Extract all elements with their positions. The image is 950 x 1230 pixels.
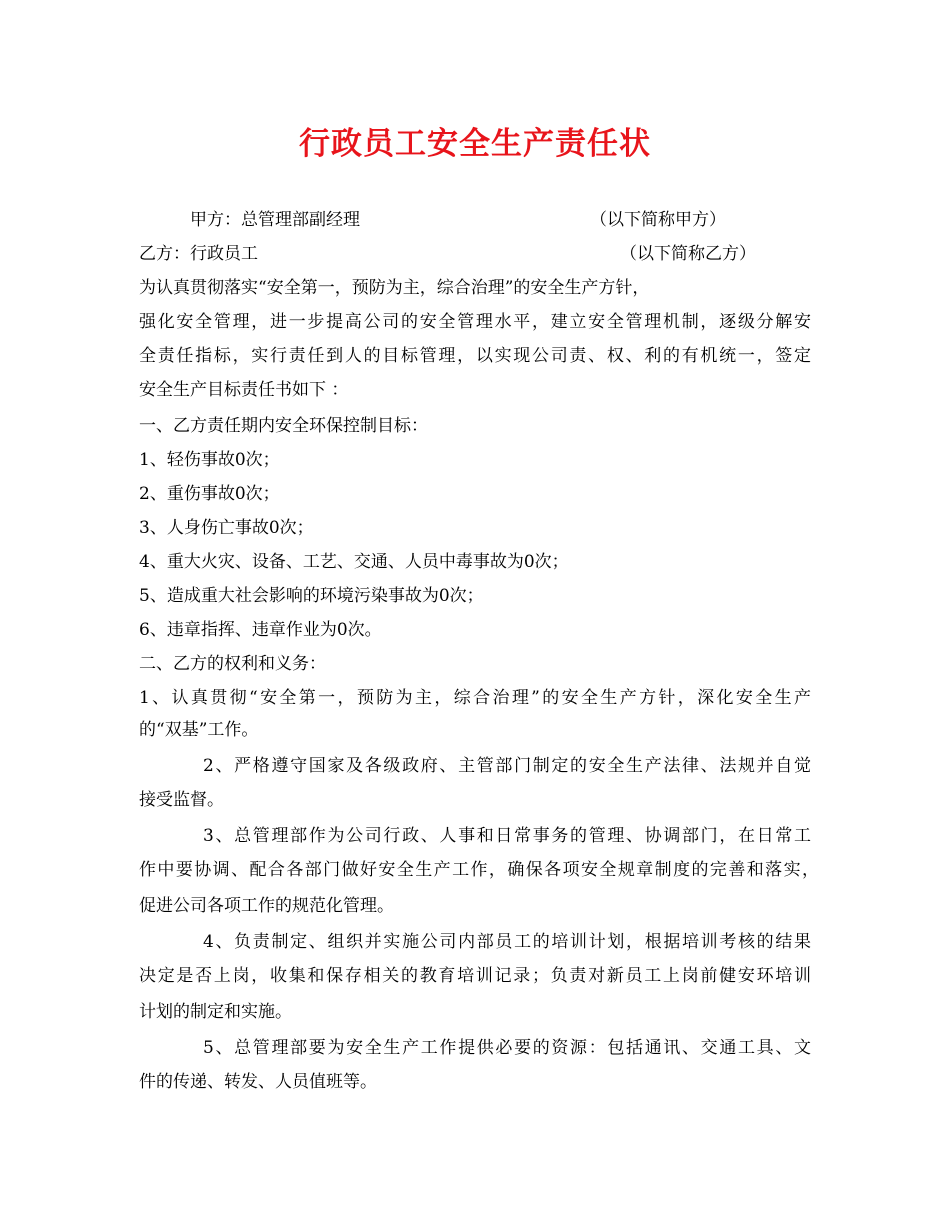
- section1-heading: 一、乙方责任期内安全环保控制目标：: [139, 416, 428, 436]
- intro-line: 为认真贯彻落实“安全第一，预防为主，综合治理”的安全生产方针，: [139, 278, 650, 298]
- section2-line: 决定是否上岗，收集和保存相关的教育培训记录；负责对新员工上岗前健安环培训: [139, 966, 811, 986]
- section2-line: 促进公司各项工作的规范化管理。: [139, 896, 394, 916]
- section1-item: 2、重伤事故0次；: [139, 484, 280, 504]
- party-b-note: （以下简称乙方）: [620, 244, 756, 264]
- section2-line: 作中要协调、配合各部门做好安全生产工作，确保各项安全规章制度的完善和落实，: [139, 860, 819, 880]
- party-b-label: 乙方：行政员工: [139, 244, 258, 264]
- section1-item: 6、违章指挥、违章作业为0次。: [139, 620, 382, 640]
- intro-line: 全责任指标，实行责任到人的目标管理，以实现公司责、权、利的有机统一，签定: [139, 346, 811, 366]
- section2-line: 接受监督。: [139, 790, 224, 810]
- intro-line: 强化安全管理，进一步提高公司的安全管理水平，建立安全管理机制，逐级分解安: [139, 312, 811, 332]
- intro-line: 安全生产目标责任书如下 ：: [139, 380, 349, 400]
- section2-line: 4、负责制定、组织并实施公司内部员工的培训计划，根据培训考核的结果: [203, 932, 811, 952]
- party-a-label: 甲方：总管理部副经理: [190, 210, 360, 230]
- party-a-note: （以下简称甲方）: [590, 210, 726, 230]
- section2-line: 3、总管理部作为公司行政、人事和日常事务的管理、协调部门，在日常工: [203, 826, 811, 846]
- section2-line: 的“双基”工作。: [139, 720, 259, 740]
- section1-item: 4、重大火灾、设备、工艺、交通、人员中毒事故为0次；: [139, 552, 569, 572]
- section1-item: 3、人身伤亡事故0次；: [139, 518, 314, 538]
- section2-line: 5、总管理部要为安全生产工作提供必要的资源：包括通讯、交通工具、文: [203, 1038, 811, 1058]
- section1-item: 1、轻伤事故0次；: [139, 450, 280, 470]
- section2-line: 2、严格遵守国家及各级政府、主管部门制定的安全生产法律、法规并自觉: [203, 756, 811, 776]
- document-title: 行政员工安全生产责任状: [299, 126, 651, 162]
- section2-line: 1、认真贯彻“安全第一，预防为主，综合治理”的安全生产方针，深化安全生产: [139, 688, 811, 708]
- section2-heading: 二、乙方的权利和义务：: [139, 654, 326, 674]
- section2-line: 件的传递、转发、人员值班等。: [139, 1072, 377, 1092]
- section1-item: 5、造成重大社会影响的环境污染事故为0次；: [139, 586, 484, 606]
- section2-line: 计划的制定和实施。: [139, 1002, 292, 1022]
